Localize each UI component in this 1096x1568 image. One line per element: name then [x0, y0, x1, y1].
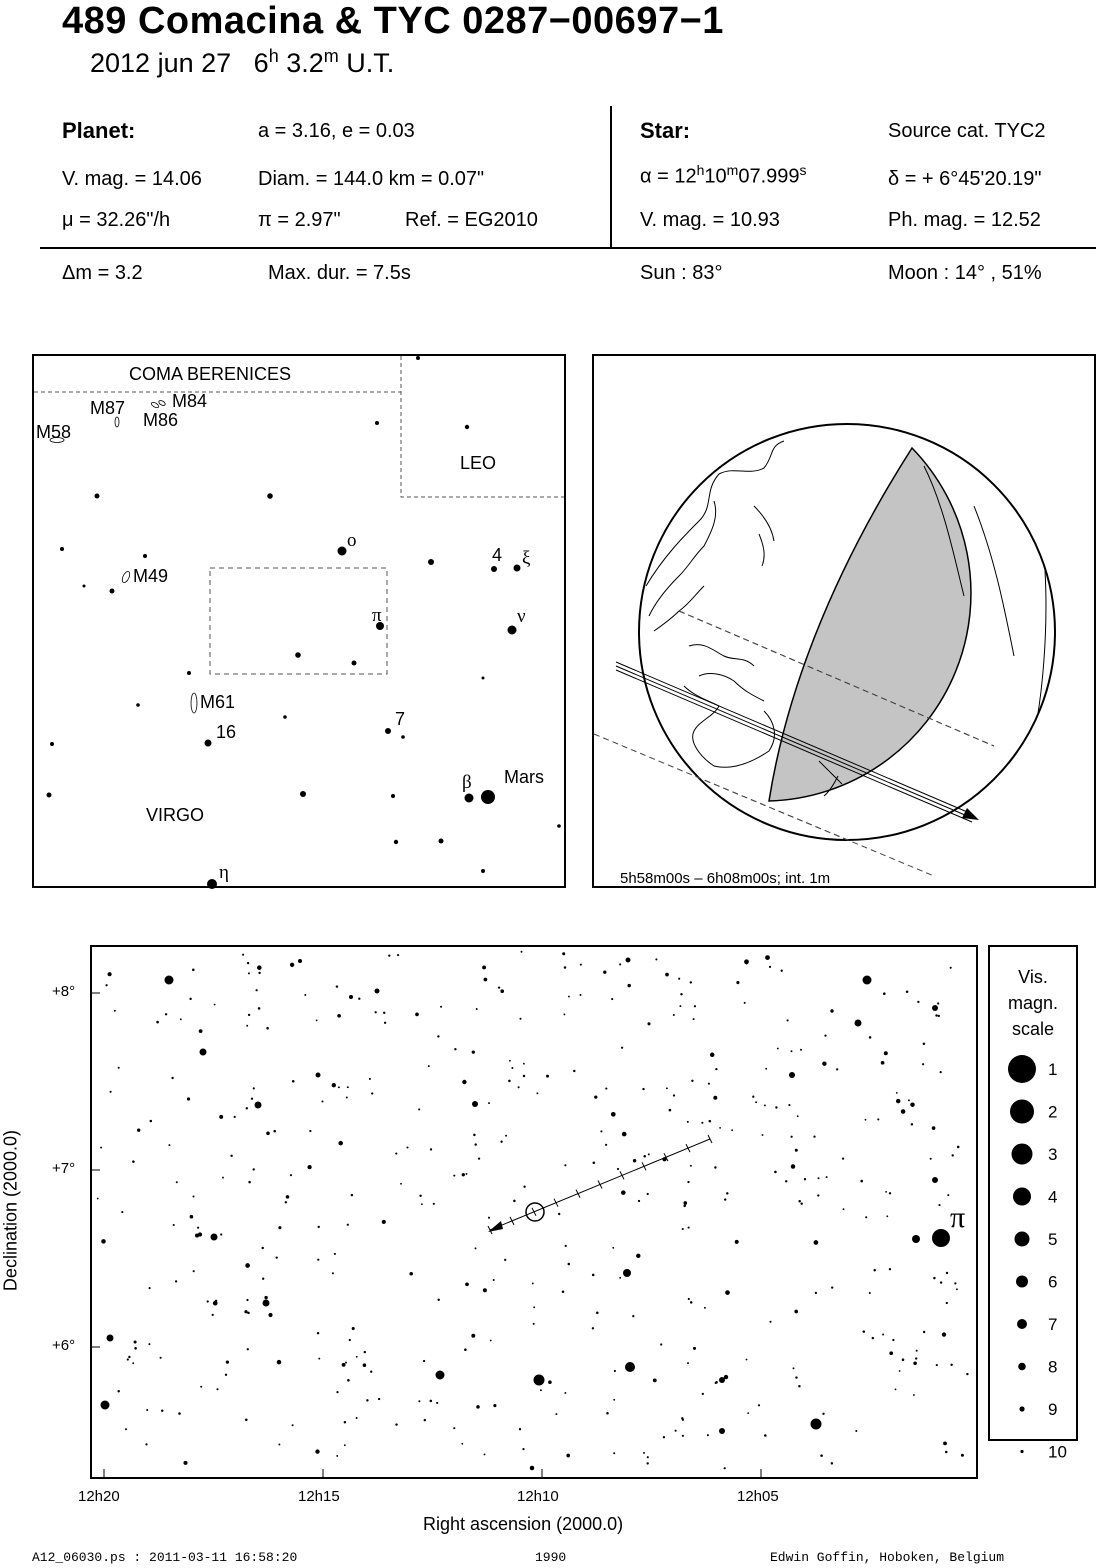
moon-elongation: Moon : 14° , 51% — [888, 262, 1042, 284]
constellation-boundary — [34, 356, 564, 497]
page-title: 489 Comacina & TYC 0287−00697−1 — [62, 0, 724, 42]
legend-dot — [1013, 1188, 1031, 1206]
detail-chart-panel — [90, 945, 978, 1479]
asteroid-track — [488, 1135, 712, 1234]
legend-dot — [1018, 1363, 1026, 1371]
ytick-8: +8° — [52, 983, 76, 1000]
label-m86: M86 — [143, 410, 179, 430]
globe-time-caption: 5h58m00s – 6h08m00s; int. 1m — [620, 870, 831, 887]
globe-view — [594, 356, 1094, 886]
label-pi: π — [372, 605, 382, 626]
legend-mag-label: 1 — [1048, 1060, 1058, 1079]
time-hours: 6 — [253, 48, 269, 78]
target-star-marker — [526, 1203, 544, 1221]
detail-chart — [92, 947, 976, 1477]
axis-ticks — [92, 993, 761, 1477]
finder-chart-panel — [32, 354, 566, 888]
legend-mag-label: 10 — [1048, 1442, 1067, 1462]
label-m84: M84 — [172, 391, 208, 411]
xtick-12h20: 12h20 — [78, 1488, 120, 1505]
legend-title-line1: Vis. — [1018, 967, 1048, 987]
magnitude-legend — [988, 945, 1078, 1462]
footer-author: Edwin Goffin, Hoboken, Belgium — [770, 1550, 1005, 1565]
label-m49: M49 — [133, 566, 169, 586]
star-4 — [491, 566, 497, 572]
label-16: 16 — [216, 722, 237, 742]
planet-orbit: a = 3.16, e = 0.03 — [258, 120, 415, 142]
galaxy-m61 — [191, 693, 197, 713]
ytick-7: +7° — [52, 1160, 76, 1177]
legend-dot — [1012, 1144, 1033, 1165]
track-direction-arrow — [488, 1221, 503, 1232]
label-m87: M87 — [90, 398, 126, 418]
label-m58: M58 — [36, 422, 72, 442]
label-nu: ν — [517, 606, 526, 627]
label-virgo: VIRGO — [146, 805, 205, 825]
label-eta: η — [219, 862, 229, 883]
star-ra: $\alpha = 12^h10^m07.999^s$ — [640, 162, 807, 188]
x-axis-label: Right ascension (2000.0) — [423, 1514, 624, 1534]
finder-chart — [34, 356, 564, 886]
legend-mag-label: 6 — [1048, 1272, 1058, 1292]
legend-mag-label: 7 — [1048, 1315, 1058, 1334]
legend-dot — [1008, 1055, 1036, 1083]
star-pi — [932, 1229, 950, 1247]
label-m61: M61 — [200, 692, 236, 712]
time-minutes: 3.2 — [278, 48, 324, 78]
legend-title-line2: magn. — [1007, 993, 1059, 1013]
xtick-12h05: 12h05 — [737, 1488, 779, 1505]
label-beta: β — [462, 772, 472, 793]
planet-diam: Diam. = 144.0 km = 0.07" — [258, 168, 485, 190]
legend-dot — [1016, 1276, 1028, 1288]
header-divider-vertical — [610, 106, 612, 248]
legend-mag-label: 4 — [1048, 1187, 1058, 1207]
planet-ref: Ref. = EG2010 — [405, 209, 538, 231]
globe-panel — [592, 354, 1096, 888]
legend-mag-label: 8 — [1048, 1357, 1058, 1377]
label-leo: LEO — [460, 453, 497, 473]
detail-field-outline — [210, 568, 387, 674]
max-duration: Max. dur. = 7.5s — [268, 262, 411, 284]
xtick-12h10: 12h10 — [517, 1488, 559, 1505]
star-source: Source cat. TYC2 — [888, 120, 1046, 142]
planet-motion: μ = 32.26"/h — [62, 209, 171, 231]
label-mars: Mars — [504, 767, 544, 787]
legend-dot — [1010, 1100, 1034, 1124]
planet-parallax: π = 2.97" — [258, 209, 341, 231]
pi-label: π — [950, 1201, 966, 1234]
sun-elongation: Sun : 83° — [640, 262, 723, 284]
star-xi — [514, 565, 521, 572]
legend-dot — [1019, 1406, 1024, 1411]
legend-mag-label: 9 — [1048, 1400, 1058, 1419]
galaxy-m87 — [115, 417, 119, 427]
galaxy-m49 — [121, 570, 132, 583]
field-stars — [97, 951, 969, 1470]
star-omicron — [338, 547, 347, 556]
star-7 — [385, 728, 391, 734]
label-4: 4 — [492, 545, 503, 565]
galaxy-m86 — [151, 401, 160, 408]
legend-scale — [990, 947, 1076, 1462]
legend-mag-label: 3 — [1048, 1145, 1058, 1164]
legend-dot — [1017, 1319, 1027, 1329]
star-vmag: V. mag. = 10.93 — [640, 209, 780, 231]
header-divider-horizontal — [40, 247, 1096, 249]
galaxy-m84 — [158, 400, 166, 407]
legend-mag-label: 2 — [1048, 1102, 1058, 1122]
path-direction-arrow — [962, 808, 979, 820]
footer-page: 1990 — [535, 1550, 567, 1565]
label-coma-berenices: COMA BERENICES — [129, 364, 292, 384]
star-phmag: Ph. mag. = 12.52 — [888, 209, 1041, 231]
ytick-6: +6° — [52, 1337, 76, 1354]
label-omicron: ο — [347, 530, 357, 551]
legend-title-line3: scale — [1011, 1019, 1055, 1039]
finder-stars — [47, 356, 561, 889]
legend-dot — [1020, 1450, 1023, 1453]
event-datetime: 2012 jun 27 6$^h$ 3.2$^m$ U.T. — [90, 46, 395, 78]
legend-mag-label: 5 — [1048, 1230, 1058, 1249]
y-axis-label: Declination (2000.0) — [0, 1129, 21, 1292]
footer-file: A12_06030.ps : 2011-03-11 16:58:20 — [32, 1550, 298, 1565]
star-eta — [207, 879, 217, 889]
star-heading: Star: — [640, 118, 691, 143]
planet-heading: Planet: — [62, 118, 136, 143]
star-16 — [205, 740, 212, 747]
planet-vmag: V. mag. = 14.06 — [62, 168, 202, 190]
star-dec: δ = + 6°45'20.19" — [888, 168, 1042, 190]
planet-mars — [481, 790, 495, 804]
label-xi: ξ — [522, 548, 531, 569]
event-date: 2012 jun 27 — [90, 48, 232, 78]
label-7: 7 — [395, 709, 406, 729]
star-nu — [508, 626, 517, 635]
delta-mag: Δm = 3.2 — [62, 262, 143, 284]
star-beta — [465, 794, 474, 803]
xtick-12h15: 12h15 — [298, 1488, 340, 1505]
legend-dot — [1015, 1232, 1030, 1247]
